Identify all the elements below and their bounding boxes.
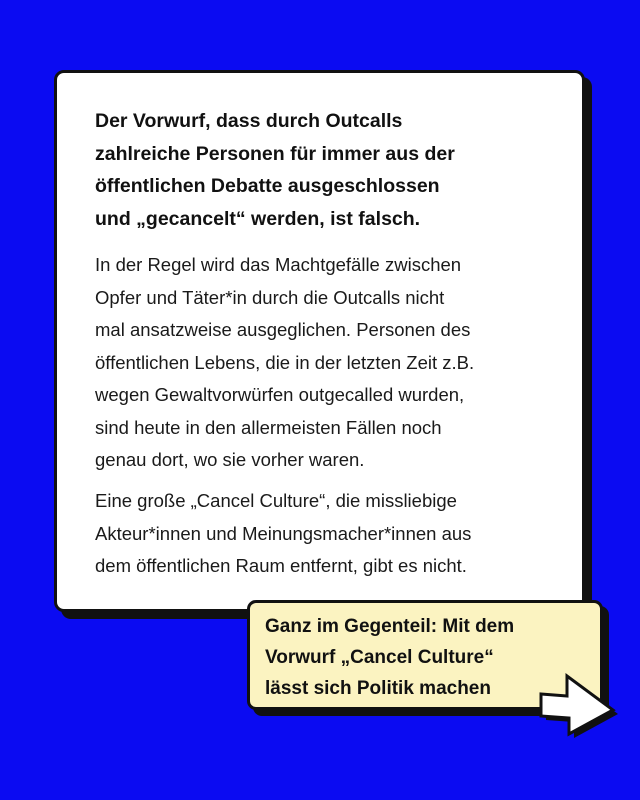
lead-statement	[95, 105, 455, 235]
paragraph-line: Akteur*innen und Meinungsmacher*innen aus	[95, 522, 472, 544]
lead-line: und „gecancelt“ werden, ist falsch.	[95, 207, 421, 230]
lead-line: öffentlichen Debatte ausgeschlossen	[95, 175, 440, 197]
callout-line: lässt sich Politik machen	[265, 678, 491, 699]
paragraph-line: öffentlichen Lebens, die in der letzten Zeit z.B.	[95, 351, 475, 373]
paragraph-line: mal ansatzweise ausgeglichen. Personen des	[95, 319, 471, 340]
paragraph-line: Eine große „Cancel Culture“, die missliebige	[95, 490, 457, 511]
paragraph-line: In der Regel wird das Machtgefälle zwischen	[95, 254, 462, 275]
lead-line: zahlreiche Personen für immer aus der	[95, 142, 455, 165]
paragraph-line: sind heute in den allermeisten Fällen noch	[95, 416, 442, 438]
paragraph-line: genau dort, wo sie vorher waren.	[95, 449, 365, 470]
callout-line: Ganz im Gegenteil: Mit dem	[265, 616, 515, 637]
callout-line: Vorwurf „Cancel Culture“	[265, 647, 494, 668]
paragraph-2	[95, 485, 471, 583]
arrow-right-icon[interactable]	[538, 672, 622, 742]
paragraph-1	[95, 249, 474, 477]
callout-text	[265, 611, 514, 704]
paragraph-line: wegen Gewaltvorwürfen outgecalled wurden,	[95, 384, 465, 405]
paragraph-line: Opfer und Täter*in durch die Outcalls nicht	[95, 286, 445, 308]
paragraph-line: dem öffentlichen Raum entfernt, gibt es nicht.	[95, 555, 467, 576]
text-card	[54, 70, 585, 612]
lead-line: Der Vorwurf, dass durch Outcalls	[95, 110, 403, 132]
